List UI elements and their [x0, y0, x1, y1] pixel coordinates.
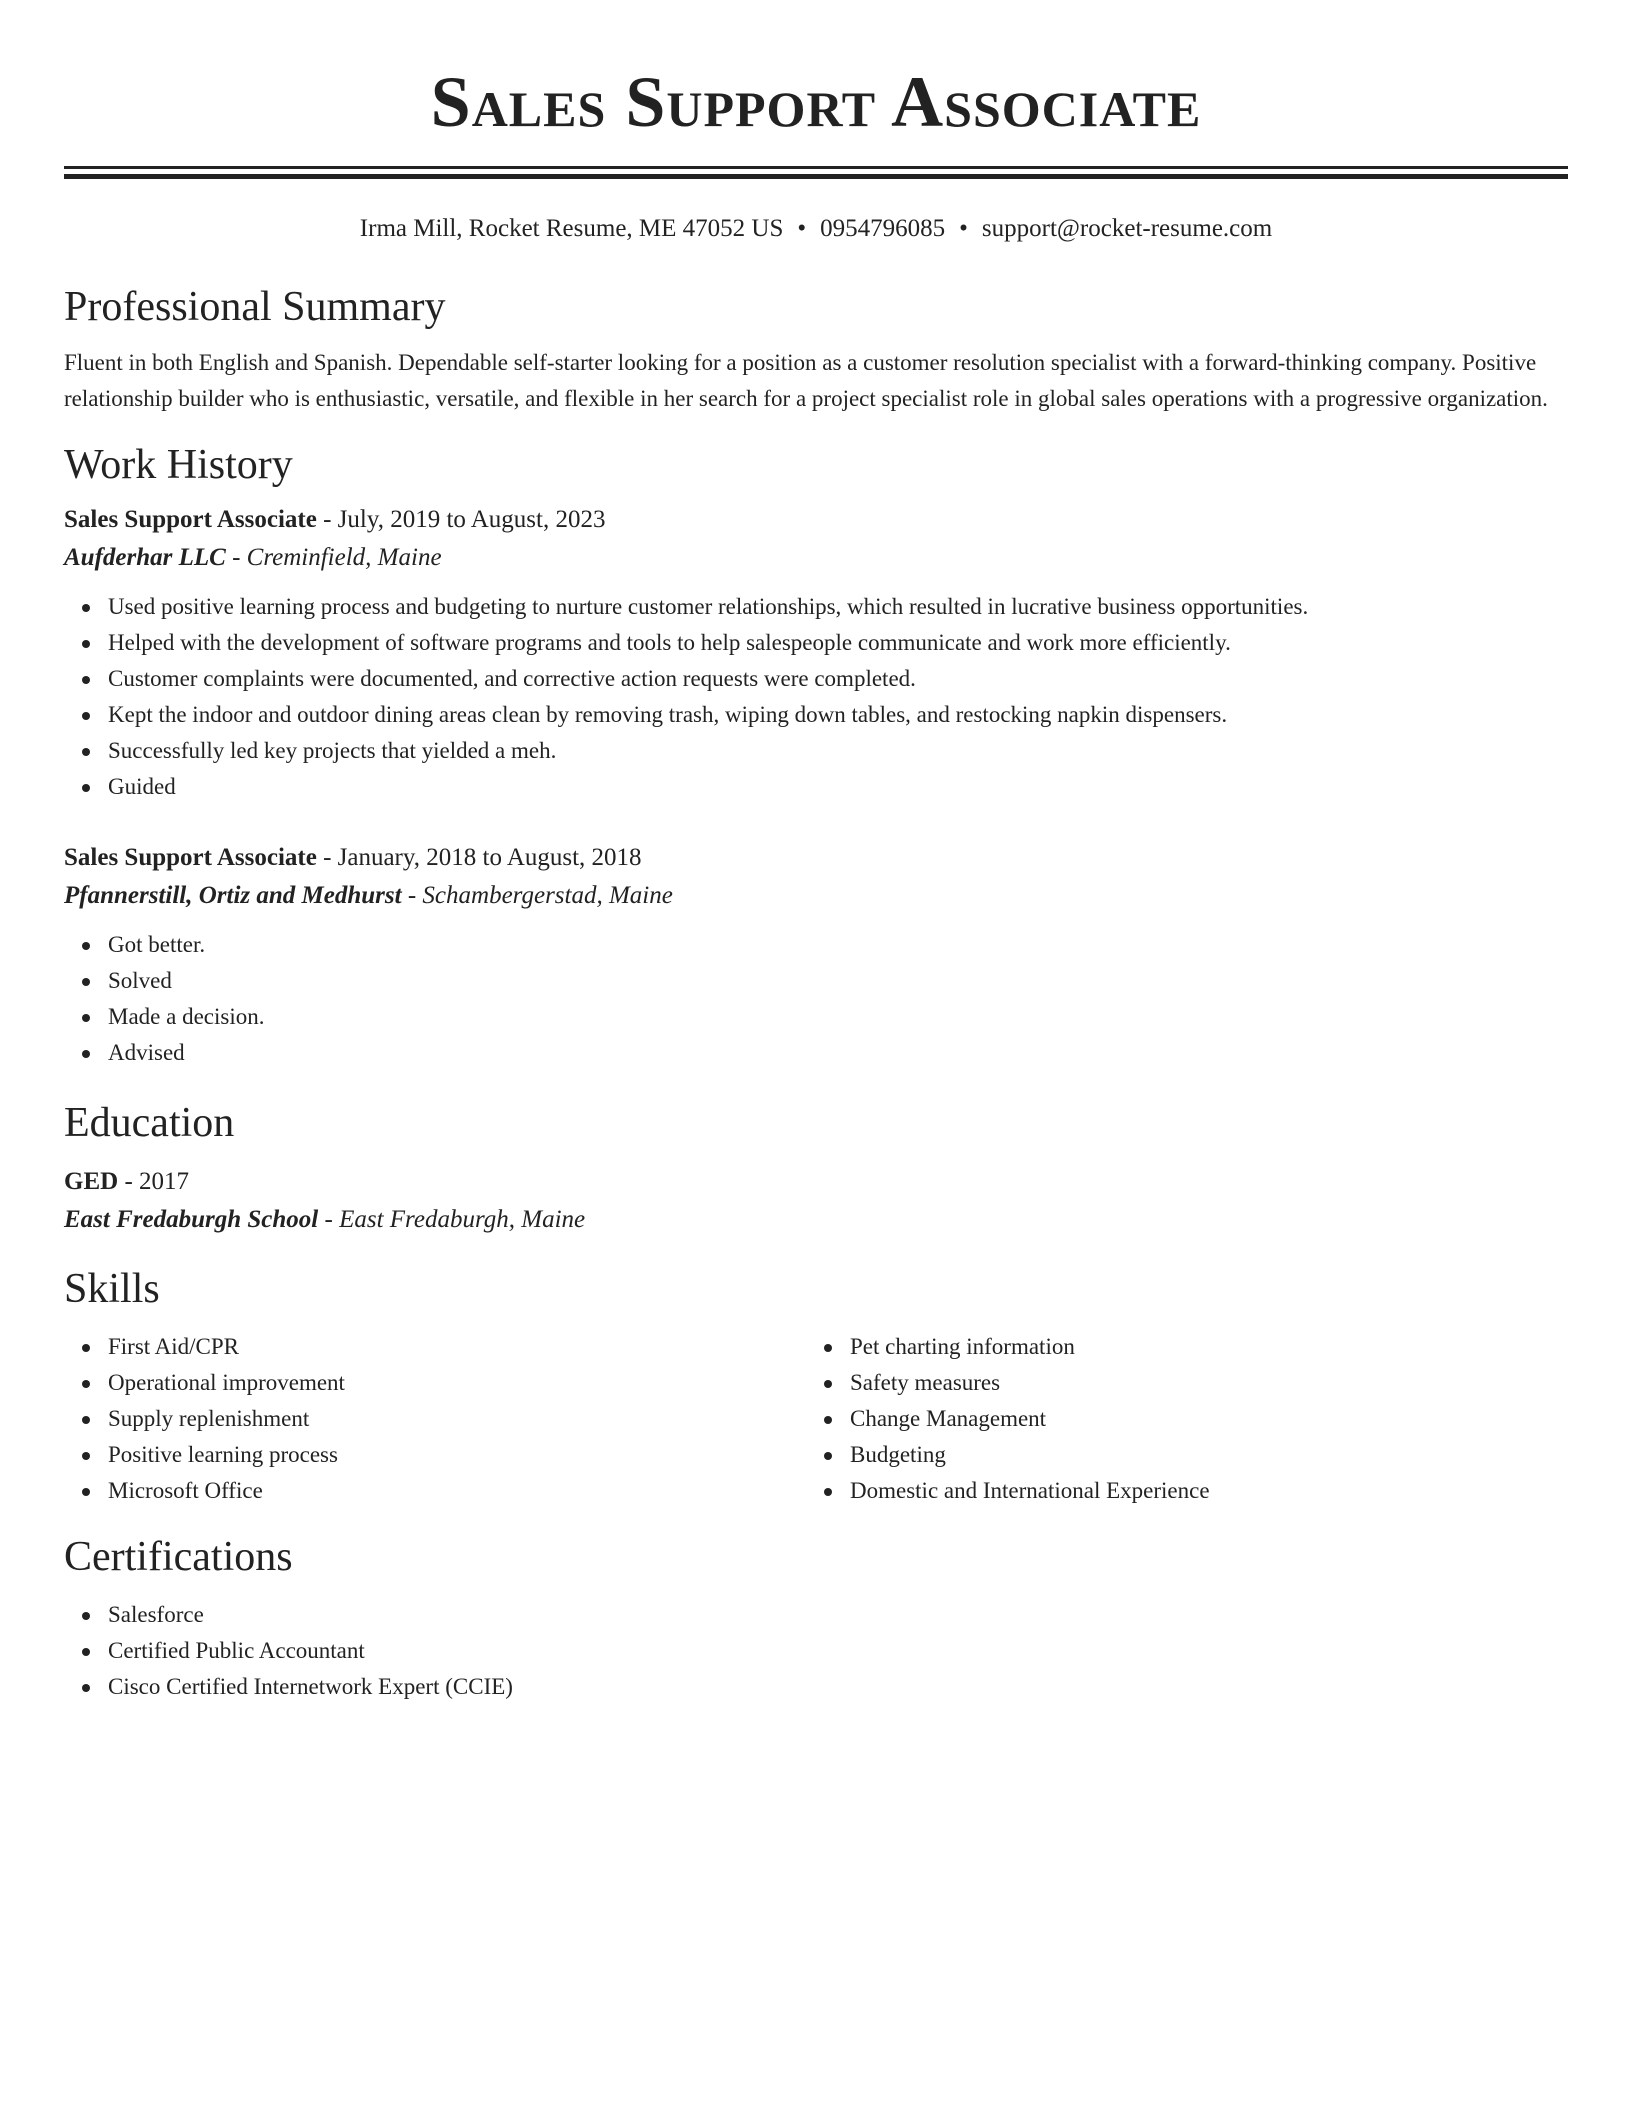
skills-heading: Skills: [64, 1266, 160, 1312]
contact-line: [64, 213, 1568, 245]
list-item: Microsoft Office: [108, 1473, 806, 1509]
job-bullet-list: [64, 589, 1568, 805]
list-item: Safety measures: [850, 1365, 1548, 1401]
certifications-entry: [64, 1597, 1568, 1705]
certifications-heading: Certifications: [64, 1534, 293, 1580]
work-history-heading: Work History: [64, 442, 293, 488]
contact-address: Irma Mill, Rocket Resume, ME 47052 US: [359, 215, 784, 242]
skills-column-left: [64, 1329, 806, 1509]
list-item: Certified Public Accountant: [108, 1633, 1568, 1669]
list-item: Solved: [108, 963, 1568, 999]
job-employer: [64, 539, 1568, 577]
list-item: Got better.: [108, 927, 1568, 963]
education-school: East Fredaburgh School: [64, 1206, 319, 1233]
contact-separator: •: [797, 215, 807, 242]
education-degree-line: [64, 1163, 1568, 1201]
list-item: Cisco Certified Internetwork Expert (CCIE): [108, 1669, 1568, 1705]
list-item: Positive learning process: [108, 1437, 806, 1473]
resume-title: Sales Support Associate: [430, 62, 1202, 142]
title-divider-top: [64, 166, 1568, 169]
job-location: - Creminfield, Maine: [225, 544, 442, 571]
certifications-list: [64, 1597, 1568, 1705]
education-school-line: [64, 1201, 1568, 1239]
list-item: Budgeting: [850, 1437, 1548, 1473]
job-heading: [64, 839, 1568, 877]
contact-separator: •: [959, 215, 968, 242]
contact-email: support@rocket-resume.com: [981, 215, 1273, 242]
job-bullet-list: [64, 927, 1568, 1071]
resume-page: [64, 0, 1568, 1705]
summary-text: Fluent in both English and Spanish. Dependable self-starter looking for a position as a customer resolution specialist with a forward-thinking company. Positive relationship builder who is enthusiastic, versatile, and flexible in her search for a project specialist role in global sales operations with a progressive organization.: [64, 350, 1548, 411]
skills-grid: [64, 1329, 1568, 1509]
list-item: Kept the indoor and outdoor dining areas clean by removing trash, wiping down tables, and restocking napkin dispensers.: [108, 697, 1568, 733]
job-entry: [64, 501, 1568, 805]
list-item: Salesforce: [108, 1597, 1568, 1633]
list-item: Operational improvement: [108, 1365, 806, 1401]
job-company: Pfannerstill, Ortiz and Medhurst: [64, 882, 402, 909]
skills-column-right: [806, 1329, 1548, 1509]
education-location: - East Fredaburgh, Maine: [318, 1206, 586, 1233]
job-company: Aufderhar LLC: [64, 544, 226, 571]
list-item: Supply replenishment: [108, 1401, 806, 1437]
job-dates: - July, 2019 to August, 2023: [316, 506, 606, 533]
education-entry: [64, 1163, 1568, 1239]
job-title: Sales Support Associate: [64, 844, 317, 871]
job-location: - Schambergerstad, Maine: [401, 882, 673, 909]
job-employer: [64, 877, 1568, 915]
job-heading: [64, 501, 1568, 539]
title-divider-bottom: [64, 174, 1568, 179]
list-item: Customer complaints were documented, and corrective action requests were completed.: [108, 661, 1568, 697]
skills-list: [64, 1329, 806, 1509]
list-item: Successfully led key projects that yielded a meh.: [108, 733, 1568, 769]
education-heading: Education: [64, 1100, 235, 1146]
education-degree: GED: [64, 1168, 119, 1195]
education-year: - 2017: [118, 1168, 190, 1195]
summary-heading: Professional Summary: [64, 284, 446, 330]
list-item: Helped with the development of software programs and tools to help salespeople communicate and work more efficiently.: [108, 625, 1568, 661]
list-item: Used positive learning process and budgeting to nurture customer relationships, which resulted in lucrative business opportunities.: [108, 589, 1568, 625]
skills-list: [806, 1329, 1548, 1509]
job-entry: [64, 839, 1568, 1071]
list-item: Guided: [108, 769, 1568, 805]
list-item: First Aid/CPR: [108, 1329, 806, 1365]
list-item: Domestic and International Experience: [850, 1473, 1548, 1509]
list-item: Advised: [108, 1035, 1568, 1071]
list-item: Pet charting information: [850, 1329, 1548, 1365]
contact-phone: 0954796085: [820, 215, 946, 242]
job-dates: - January, 2018 to August, 2018: [316, 844, 642, 871]
job-title: Sales Support Associate: [64, 506, 317, 533]
list-item: Made a decision.: [108, 999, 1568, 1035]
list-item: Change Management: [850, 1401, 1548, 1437]
